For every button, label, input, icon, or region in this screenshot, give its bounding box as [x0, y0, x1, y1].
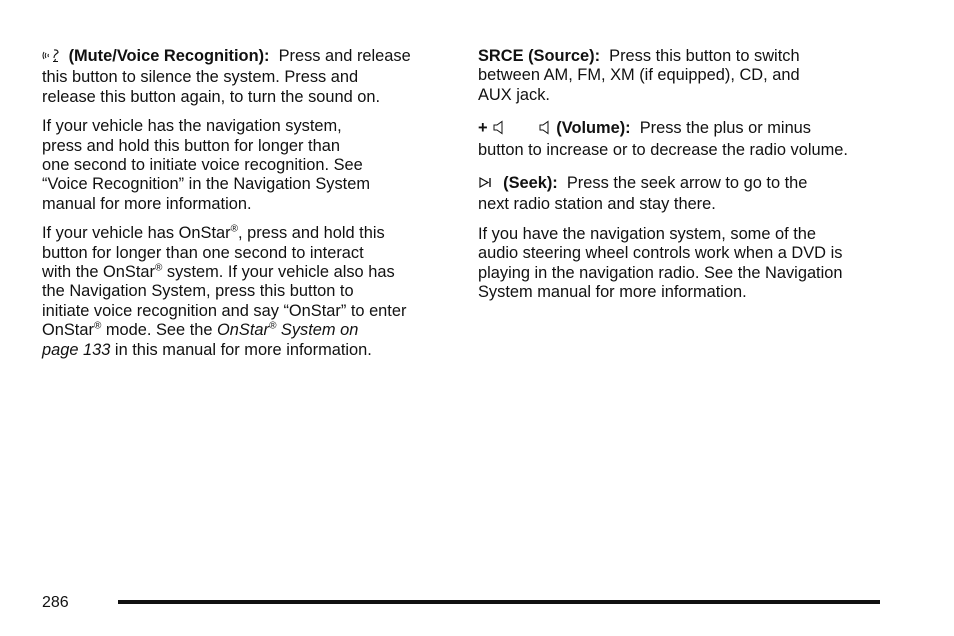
dvd-paragraph: If you have the navigation system, some of the audio steering wheel controls work when a DVD is playing in the navigation radio. See the Navigation System manual for more information. — [478, 224, 843, 302]
page-reference-link[interactable]: page 133 — [42, 340, 111, 359]
left-column — [42, 47, 450, 370]
plus-sign: + — [478, 119, 488, 138]
seek-arrow-icon — [478, 175, 494, 195]
source-heading: SRCE (Source): — [478, 47, 601, 65]
onstar-link[interactable]: OnStar® System on — [217, 320, 359, 340]
onstar-paragraph: If your vehicle has OnStar®, press and hold this button for longer than one second to interact with the OnStar® system. If your vehicle also has the Navigation System, press this button to initiate voice recognition and say “OnStar” to enter OnStar® mode. See the OnStar® System on page 133 in this manual for more information. — [42, 223, 407, 359]
source-paragraph: SRCE (Source): Press this button to switch between AM, FM, XM (if equipped), CD, and AUX jack. — [478, 47, 800, 104]
mute-voice-paragraph: (Mute/Voice Recognition): Press and release this button to silence the system. Press and release this button again, to turn the sound on. — [42, 47, 411, 106]
volume-heading: (Volume): — [556, 119, 631, 138]
mute-voice-heading: (Mute/Voice Recognition): — [68, 47, 270, 65]
speaker-icon — [492, 120, 506, 140]
seek-heading: (Seek): — [503, 174, 558, 193]
navigation-paragraph: If your vehicle has the navigation system, press and hold this button for longer than one second to initiate voice recognition. See “Voice Recognition” in the Navigation System manual for more information. — [42, 117, 370, 213]
seek-paragraph: (Seek): Press the seek arrow to go to the next radio station and stay there. — [478, 174, 808, 214]
mute-voice-icon — [42, 48, 64, 68]
volume-paragraph: + (Volume): Press the plus or minus button to increase or to decrease the radio volume. — [478, 119, 848, 159]
right-column — [478, 47, 890, 312]
page-number: 286 — [42, 594, 69, 611]
footer-rule — [118, 600, 880, 604]
speaker-icon — [538, 120, 552, 140]
